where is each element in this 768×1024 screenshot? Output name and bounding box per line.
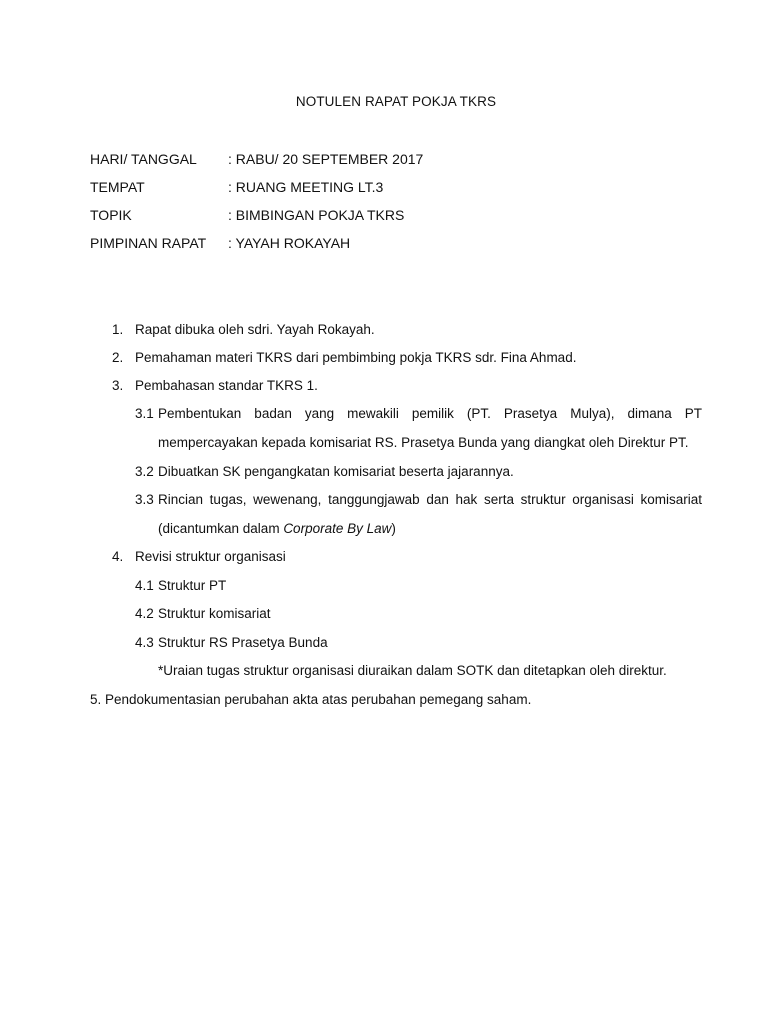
meta-label: TEMPAT [90, 179, 145, 195]
note-text: *Uraian tugas struktur organisasi diuraikan dalam SOTK dan ditetapkan oleh direktur. [158, 663, 667, 678]
list-item-text: Pemahaman materi TKRS dari pembimbing pokja TKRS sdr. Fina Ahmad. [135, 350, 577, 365]
text-plain: ) [391, 521, 396, 536]
meta-value: : YAYAH ROKAYAH [228, 235, 351, 251]
meta-label: PIMPINAN RAPAT [90, 235, 207, 251]
meta-value: : RUANG MEETING LT.3 [228, 179, 384, 195]
item-number: 3. [112, 378, 124, 393]
item-number: 4. [112, 549, 124, 564]
subitem-text-line1: Rincian tugas, wewenang, tanggungjawab dan hak serta struktur organisasi komisariat [158, 492, 702, 507]
subitem-number: 4.1 [135, 578, 154, 593]
subitem-number: 3.2 [135, 464, 154, 479]
subitem-text: Dibuatkan SK pengangkatan komisariat beserta jajarannya. [158, 464, 514, 479]
text-italic: Corporate By Law [283, 521, 392, 536]
subitem-number: 3.1 [135, 406, 154, 421]
meta-value: : BIMBINGAN POKJA TKRS [228, 207, 405, 223]
item-number: 1. [112, 322, 124, 337]
list-item-text: 5. Pendokumentasian perubahan akta atas perubahan pemegang saham. [90, 692, 532, 707]
list-item-text: Revisi struktur organisasi [135, 549, 286, 564]
subitem-number: 3.3 [135, 492, 154, 507]
subitem-text: Struktur PT [158, 578, 227, 593]
text-plain: (dicantumkan dalam [158, 521, 284, 536]
list-item-text: Rapat dibuka oleh sdri. Yayah Rokayah. [135, 322, 375, 337]
subitem-text: Struktur komisariat [158, 606, 271, 621]
subitem-text-line1: Pembentukan badan yang mewakili pemilik (PT. Prasetya Mulya), dimana PT [158, 406, 702, 421]
subitem-text-line2: mempercayakan kepada komisariat RS. Prasetya Bunda yang diangkat oleh Direktur PT. [158, 435, 689, 450]
subitem-text-line2 [158, 521, 396, 536]
subitem-number: 4.2 [135, 606, 154, 621]
item-number: 2. [112, 350, 124, 365]
list-item-text: Pembahasan standar TKRS 1. [135, 378, 318, 393]
meta-label: TOPIK [90, 207, 132, 223]
meta-label: HARI/ TANGGAL [90, 151, 197, 167]
meta-value: : RABU/ 20 SEPTEMBER 2017 [228, 151, 424, 167]
subitem-number: 4.3 [135, 635, 154, 650]
subitem-text: Struktur RS Prasetya Bunda [158, 635, 328, 650]
document-title: NOTULEN RAPAT POKJA TKRS [295, 94, 497, 109]
